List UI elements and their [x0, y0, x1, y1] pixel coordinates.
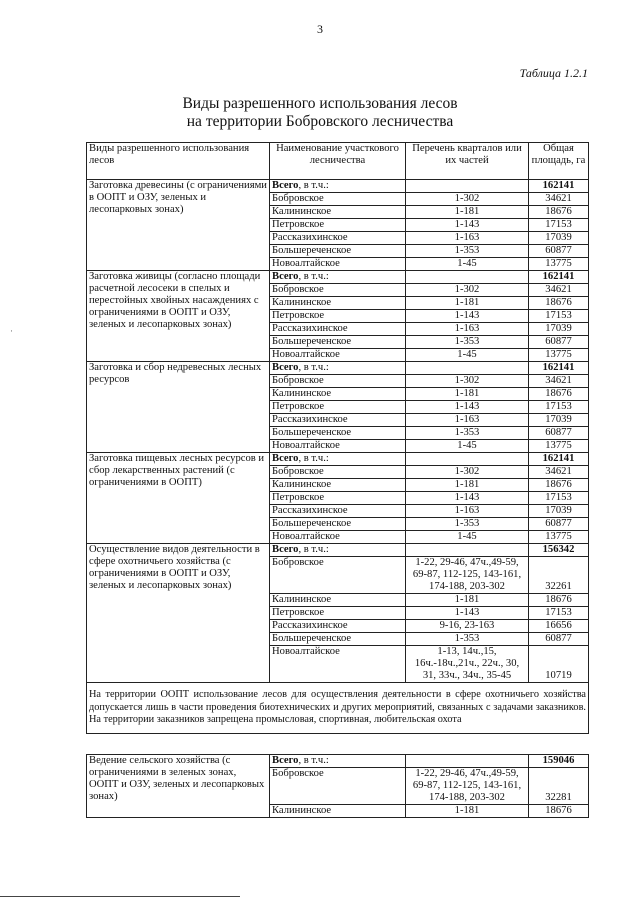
total-label-cell: [270, 180, 406, 193]
forestry-area: 17039: [529, 232, 589, 245]
header-forestry: Наименование участкового лесничества: [270, 143, 406, 180]
forestry-area: 17153: [529, 219, 589, 232]
total-label-cell: [270, 453, 406, 466]
forestry-name: Рассказихинское: [270, 505, 406, 518]
forestry-name: Бобровское: [270, 767, 406, 804]
forestry-quarters: 9-16, 23-163: [406, 620, 529, 633]
total-label: Всего: [272, 754, 299, 766]
forestry-area: 17153: [529, 607, 589, 620]
forestry-area: 18676: [529, 206, 589, 219]
forestry-area: 17153: [529, 492, 589, 505]
forestry-area: 18676: [529, 388, 589, 401]
forestry-name: Бобровское: [270, 557, 406, 594]
forestry-area: 13775: [529, 258, 589, 271]
total-label-cell: [270, 362, 406, 375]
forestry-area: 60877: [529, 518, 589, 531]
total-area: 162141: [529, 180, 589, 193]
forestry-name: Большереченское: [270, 633, 406, 646]
title-line-1: Виды разрешенного использования лесов: [182, 95, 458, 112]
total-label: Всего: [272, 271, 299, 282]
gap-row: [87, 733, 589, 754]
gap-cell: [87, 733, 589, 754]
total-area: 162141: [529, 453, 589, 466]
forestry-quarters: 1-143: [406, 492, 529, 505]
forestry-name: Большереченское: [270, 518, 406, 531]
total-suffix: , в т.ч.:: [298, 271, 329, 282]
note-row: [87, 683, 589, 734]
total-quarters: [406, 180, 529, 193]
forestry-name: Новоалтайское: [270, 349, 406, 362]
use-type: Заготовка пищевых лесных ресурсов и сбор лекарственных растений (с ограничениями в ООПТ): [87, 453, 270, 544]
header-area: Общая площадь, га: [529, 143, 589, 180]
forestry-name: Калининское: [270, 388, 406, 401]
total-area: 159046: [529, 754, 589, 767]
forestry-quarters: 1-143: [406, 607, 529, 620]
total-area: 162141: [529, 362, 589, 375]
forestry-area: 13775: [529, 531, 589, 544]
group-total-row: [87, 544, 589, 557]
forestry-name: Рассказихинское: [270, 232, 406, 245]
forestry-quarters: 1-181: [406, 297, 529, 310]
forestry-area: 18676: [529, 594, 589, 607]
page-number: 3: [317, 22, 323, 36]
forestry-area: 18676: [529, 804, 589, 817]
group-total-row: [87, 271, 589, 284]
total-quarters: [406, 453, 529, 466]
forestry-name: Калининское: [270, 297, 406, 310]
forestry-name: Новоалтайское: [270, 440, 406, 453]
total-label: Всего: [272, 362, 299, 373]
forestry-area: 32261: [529, 557, 589, 594]
forestry-area: 10719: [529, 646, 589, 683]
forestry-name: Бобровское: [270, 466, 406, 479]
forestry-name: Петровское: [270, 401, 406, 414]
forestry-quarters: 1-353: [406, 633, 529, 646]
forestry-quarters: 1-353: [406, 518, 529, 531]
forestry-name: Петровское: [270, 492, 406, 505]
forestry-name: Калининское: [270, 804, 406, 817]
forestry-name: Бобровское: [270, 193, 406, 206]
forestry-area: 34621: [529, 193, 589, 206]
use-type: Осуществление видов деятельности в сфере охотничьего хозяйства (с ограничениями в ООПТ и ОЗУ, зеленых и лесопарковых зонах): [87, 544, 270, 683]
group-total-row: [87, 180, 589, 193]
group-total-row: [87, 754, 589, 767]
forestry-quarters: 1-143: [406, 219, 529, 232]
forestry-name: Новоалтайское: [270, 646, 406, 683]
forestry-area: 13775: [529, 349, 589, 362]
total-suffix: , в т.ч.:: [298, 453, 329, 464]
forestry-name: Рассказихинское: [270, 620, 406, 633]
forestry-area: 18676: [529, 297, 589, 310]
footnote-divider: [0, 896, 240, 897]
forestry-quarters: 1-181: [406, 479, 529, 492]
total-suffix: , в т.ч.:: [298, 362, 329, 373]
forestry-quarters: 1-163: [406, 505, 529, 518]
forestry-quarters: 1-353: [406, 336, 529, 349]
forestry-quarters: 1-163: [406, 414, 529, 427]
forestry-name: Рассказихинское: [270, 323, 406, 336]
forestry-quarters: 1-45: [406, 440, 529, 453]
margin-mark: ·: [10, 326, 13, 336]
forestry-quarters: 1-143: [406, 310, 529, 323]
header-quarters: Перечень кварталов или их частей: [406, 143, 529, 180]
forestry-area: 60877: [529, 336, 589, 349]
forestry-name: Петровское: [270, 219, 406, 232]
forestry-name: Новоалтайское: [270, 531, 406, 544]
forestry-area: 17039: [529, 414, 589, 427]
total-suffix: , в т.ч.:: [298, 754, 329, 766]
forestry-area: 13775: [529, 440, 589, 453]
use-type: Ведение сельского хозяйства (с ограничениями в зеленых зонах, ООПТ и ОЗУ, зеленых и лесопарковых зонах): [87, 754, 270, 817]
forestry-quarters: 1-22, 29-46, 47ч.,49-59, 69-87, 112-125, 143-161, 174-188, 203-302: [406, 557, 529, 594]
forestry-area: 17153: [529, 310, 589, 323]
use-type: Заготовка живицы (согласно площади расчетной лесосеки в спелых и перестойных хвойных насаждениях с ограничениями в ООПТ и ОЗУ, зеленых и лесопарковых зонах): [87, 271, 270, 362]
forestry-name: Большереченское: [270, 336, 406, 349]
forestry-area: 34621: [529, 284, 589, 297]
total-label-cell: [270, 754, 406, 767]
forestry-quarters: 1-181: [406, 388, 529, 401]
forestry-area: 60877: [529, 427, 589, 440]
total-quarters: [406, 754, 529, 767]
forestry-quarters: 1-181: [406, 594, 529, 607]
forestry-quarters: 1-45: [406, 531, 529, 544]
forestry-quarters: 1-302: [406, 193, 529, 206]
total-label: Всего: [272, 453, 299, 464]
forestry-name: Новоалтайское: [270, 258, 406, 271]
forestry-name: Калининское: [270, 206, 406, 219]
forestry-quarters: 1-302: [406, 375, 529, 388]
forestry-quarters: 1-181: [406, 206, 529, 219]
header-row: [87, 143, 589, 180]
table-label: Таблица 1.2.1: [519, 66, 588, 80]
forestry-name: Бобровское: [270, 284, 406, 297]
header-use: Виды разрешенного использования лесов: [87, 143, 270, 180]
forestry-area: 34621: [529, 466, 589, 479]
forestry-quarters: 1-302: [406, 284, 529, 297]
total-quarters: [406, 362, 529, 375]
total-label-cell: [270, 271, 406, 284]
forestry-quarters: 1-143: [406, 401, 529, 414]
forestry-quarters: 1-353: [406, 427, 529, 440]
forestry-quarters: 1-13, 14ч.,15, 16ч.-18ч.,21ч., 22ч., 30, 31, 33ч., 34ч., 35-45: [406, 646, 529, 683]
forestry-area: 17039: [529, 505, 589, 518]
forestry-name: Бобровское: [270, 375, 406, 388]
total-quarters: [406, 271, 529, 284]
forestry-quarters: 1-353: [406, 245, 529, 258]
table-body: [87, 143, 589, 818]
group-total-row: [87, 453, 589, 466]
forestry-quarters: 1-302: [406, 466, 529, 479]
total-label: Всего: [272, 544, 299, 555]
total-label-cell: [270, 544, 406, 557]
forestry-name: Рассказихинское: [270, 414, 406, 427]
title-line-2: на территории Бобровского лесничества: [186, 113, 454, 130]
total-suffix: , в т.ч.:: [298, 180, 329, 191]
total-area: 162141: [529, 271, 589, 284]
forestry-name: Петровское: [270, 607, 406, 620]
forestry-quarters: 1-45: [406, 349, 529, 362]
forestry-quarters: 1-163: [406, 323, 529, 336]
forestry-name: Большереченское: [270, 245, 406, 258]
forestry-quarters: 1-45: [406, 258, 529, 271]
forestry-area: 32281: [529, 767, 589, 804]
forestry-name: Калининское: [270, 594, 406, 607]
table-title: [0, 95, 640, 131]
total-suffix: , в т.ч.:: [298, 544, 329, 555]
use-type: Заготовка древесины (с ограничениями в ООПТ и ОЗУ, зеленых и лесопарковых зонах): [87, 180, 270, 271]
forestry-area: 16656: [529, 620, 589, 633]
forestry-area: 18676: [529, 479, 589, 492]
total-area: 156342: [529, 544, 589, 557]
forest-use-table: [86, 142, 589, 818]
forestry-area: 60877: [529, 245, 589, 258]
forestry-area: 60877: [529, 633, 589, 646]
total-quarters: [406, 544, 529, 557]
use-type: Заготовка и сбор недревесных лесных ресурсов: [87, 362, 270, 453]
note-text: На территории ООПТ использование лесов для осуществления деятельности в сфере охотничьего хозяйства допускается лишь в части проведения биотехнических и других мероприятий, связанных с задачами заказников. На территории заказников запрещена промысловая, спортивная, любительская охота: [87, 683, 589, 734]
forestry-area: 17039: [529, 323, 589, 336]
forestry-quarters: 1-181: [406, 804, 529, 817]
forestry-name: Большереченское: [270, 427, 406, 440]
forestry-name: Калининское: [270, 479, 406, 492]
forestry-area: 34621: [529, 375, 589, 388]
group-total-row: [87, 362, 589, 375]
forestry-quarters: 1-22, 29-46, 47ч.,49-59, 69-87, 112-125, 143-161, 174-188, 203-302: [406, 767, 529, 804]
total-label: Всего: [272, 180, 299, 191]
forestry-area: 17153: [529, 401, 589, 414]
forestry-quarters: 1-163: [406, 232, 529, 245]
forestry-name: Петровское: [270, 310, 406, 323]
